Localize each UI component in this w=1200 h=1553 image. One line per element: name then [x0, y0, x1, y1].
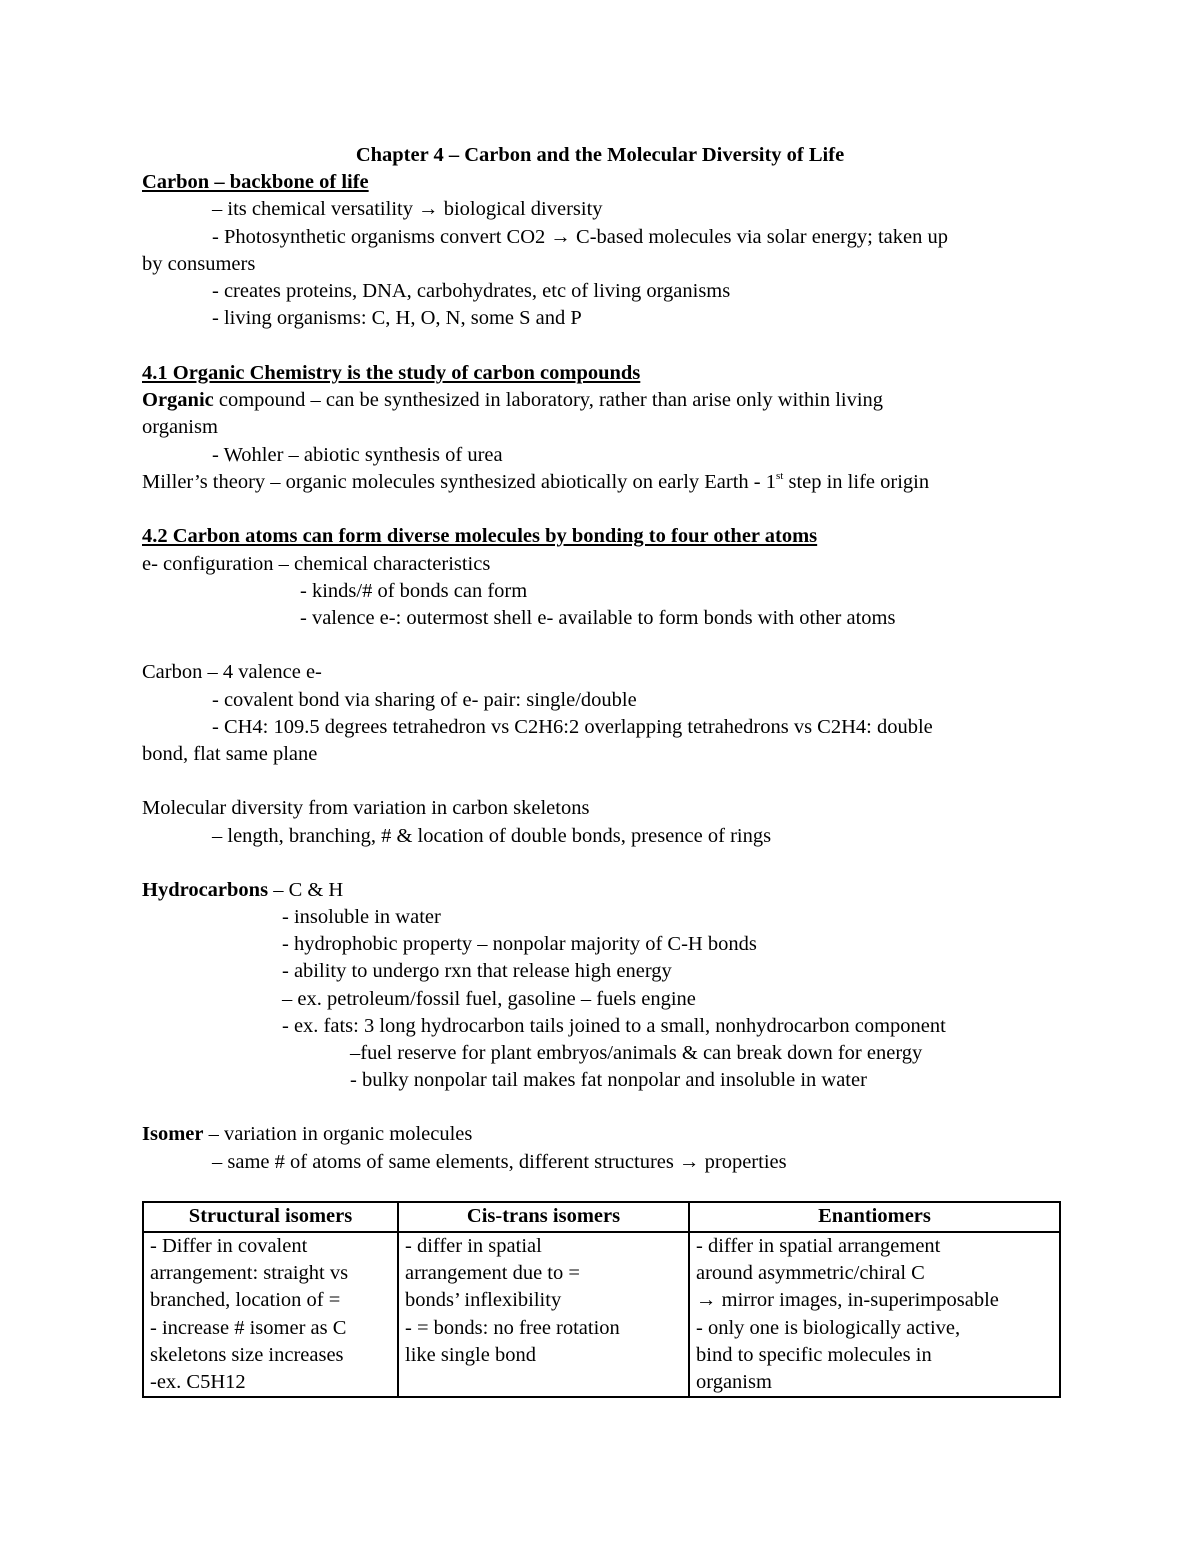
page-title: Chapter 4 – Carbon and the Molecular Diversity of Life — [355, 144, 845, 166]
hydro-line-4: – ex. petroleum/fossil fuel, gasoline – fuels engine — [282, 988, 696, 1010]
carbon-line-2: - Photosynthetic organisms convert CO2 → C-based molecules via solar energy; taken up — [212, 226, 948, 248]
hydro-line-6: –fuel reserve for plant embryos/animals & can break down for energy — [350, 1042, 923, 1064]
hydro-line-1: - insoluble in water — [282, 906, 441, 928]
isomer-heading — [142, 1121, 472, 1147]
ch4-line: - CH4: 109.5 degrees tetrahedron vs C2H6:2 overlapping tetrahedrons vs C2H4: double — [212, 716, 933, 738]
organic-text: compound – can be synthesized in laboratory, rather than arise only within living — [213, 389, 884, 411]
cell-line: like single bond — [405, 1343, 536, 1366]
cell-line: bind to specific molecules in — [696, 1343, 932, 1366]
cell-line: arrangement: straight vs — [150, 1262, 349, 1285]
cell-line: branched, location of = — [150, 1289, 341, 1312]
cell-line: bonds’ inflexibility — [405, 1289, 562, 1312]
cell-line: - = bonds: no free rotation — [405, 1316, 620, 1339]
cell-line: around asymmetric/chiral C — [696, 1262, 925, 1285]
section-heading-4-1: 4.1 Organic Chemistry is the study of carbon compounds — [142, 362, 641, 384]
hydro-line-2: - hydrophobic property – nonpolar majority of C-H bonds — [282, 933, 757, 955]
miller-text: Miller’s theory – organic molecules synthesized abiotically on early Earth - 1 — [142, 471, 776, 493]
organic-term: Organic — [142, 389, 214, 411]
header-cis-trans-isomers: Cis-trans isomers — [398, 1202, 689, 1232]
isomer-term: Isomer — [142, 1123, 204, 1145]
valence-line: - valence e-: outermost shell e- available to form bonds with other atoms — [300, 607, 896, 629]
carbon-line-4: - living organisms: C, H, O, N, some S and P — [212, 307, 582, 329]
hydro-line-3: - ability to undergo rxn that release high energy — [282, 960, 672, 982]
wohler-line: - Wohler – abiotic synthesis of urea — [212, 444, 503, 466]
cell-line: - increase # isomer as C — [150, 1316, 347, 1339]
isomer-line-1: – same # of atoms of same elements, different structures → properties — [212, 1151, 787, 1173]
section-heading-4-2: 4.2 Carbon atoms can form diverse molecules by bonding to four other atoms — [142, 525, 818, 547]
cell-line: organism — [696, 1371, 772, 1394]
miller-line — [142, 469, 929, 495]
econfig-line: e- configuration – chemical characteristics — [142, 553, 491, 575]
skeleton-variation-line: – length, branching, # & location of double bonds, presence of rings — [212, 825, 772, 847]
miller-superscript: st — [776, 470, 784, 482]
cell-line: -ex. C5H12 — [150, 1371, 246, 1394]
carbon-line-2-cont: by consumers — [142, 253, 256, 275]
section-heading-carbon: Carbon – backbone of life — [142, 171, 369, 193]
cell-line: - differ in spatial arrangement — [696, 1235, 941, 1257]
carbon-line-3: - creates proteins, DNA, carbohydrates, etc of living organisms — [212, 280, 731, 302]
kinds-line: - kinds/# of bonds can form — [300, 580, 528, 602]
hydro-line-7: - bulky nonpolar tail makes fat nonpolar and insoluble in water — [350, 1069, 867, 1091]
table-row — [143, 1232, 1060, 1397]
cell-line: → mirror images, in-superimposable — [696, 1289, 999, 1312]
carbon-line-1: – its chemical versatility → biological diversity — [212, 198, 603, 220]
cell-line: - differ in spatial — [405, 1235, 542, 1257]
hydrocarbons-text: – C & H — [268, 879, 344, 901]
cell-line: arrangement due to = — [405, 1262, 580, 1285]
cell-line: - Differ in covalent — [150, 1235, 308, 1257]
ch4-line-cont: bond, flat same plane — [142, 743, 318, 765]
miller-text-end: step in life origin — [783, 471, 930, 493]
cell-structural-isomers — [143, 1232, 398, 1397]
header-structural-isomers: Structural isomers — [143, 1202, 398, 1232]
hydrocarbons-heading — [142, 877, 343, 903]
table-header-row — [143, 1202, 1060, 1232]
carbon-valence-line: Carbon – 4 valence e- — [142, 661, 322, 683]
isomer-table — [142, 1201, 1061, 1398]
isomer-text: – variation in organic molecules — [203, 1123, 473, 1145]
hydro-line-5: - ex. fats: 3 long hydrocarbon tails joined to a small, nonhydrocarbon component — [282, 1015, 946, 1037]
cell-enantiomers — [689, 1232, 1060, 1397]
cell-cis-trans-isomers — [398, 1232, 689, 1397]
header-enantiomers: Enantiomers — [689, 1202, 1060, 1232]
organic-definition — [142, 387, 883, 413]
cell-line: skeletons size increases — [150, 1343, 344, 1366]
hydrocarbons-term: Hydrocarbons — [142, 879, 269, 901]
covalent-line: - covalent bond via sharing of e- pair: single/double — [212, 689, 637, 711]
cell-line: - only one is biologically active, — [696, 1316, 961, 1339]
molecular-diversity-line: Molecular diversity from variation in carbon skeletons — [142, 797, 590, 819]
organic-definition-cont: organism — [142, 416, 218, 438]
